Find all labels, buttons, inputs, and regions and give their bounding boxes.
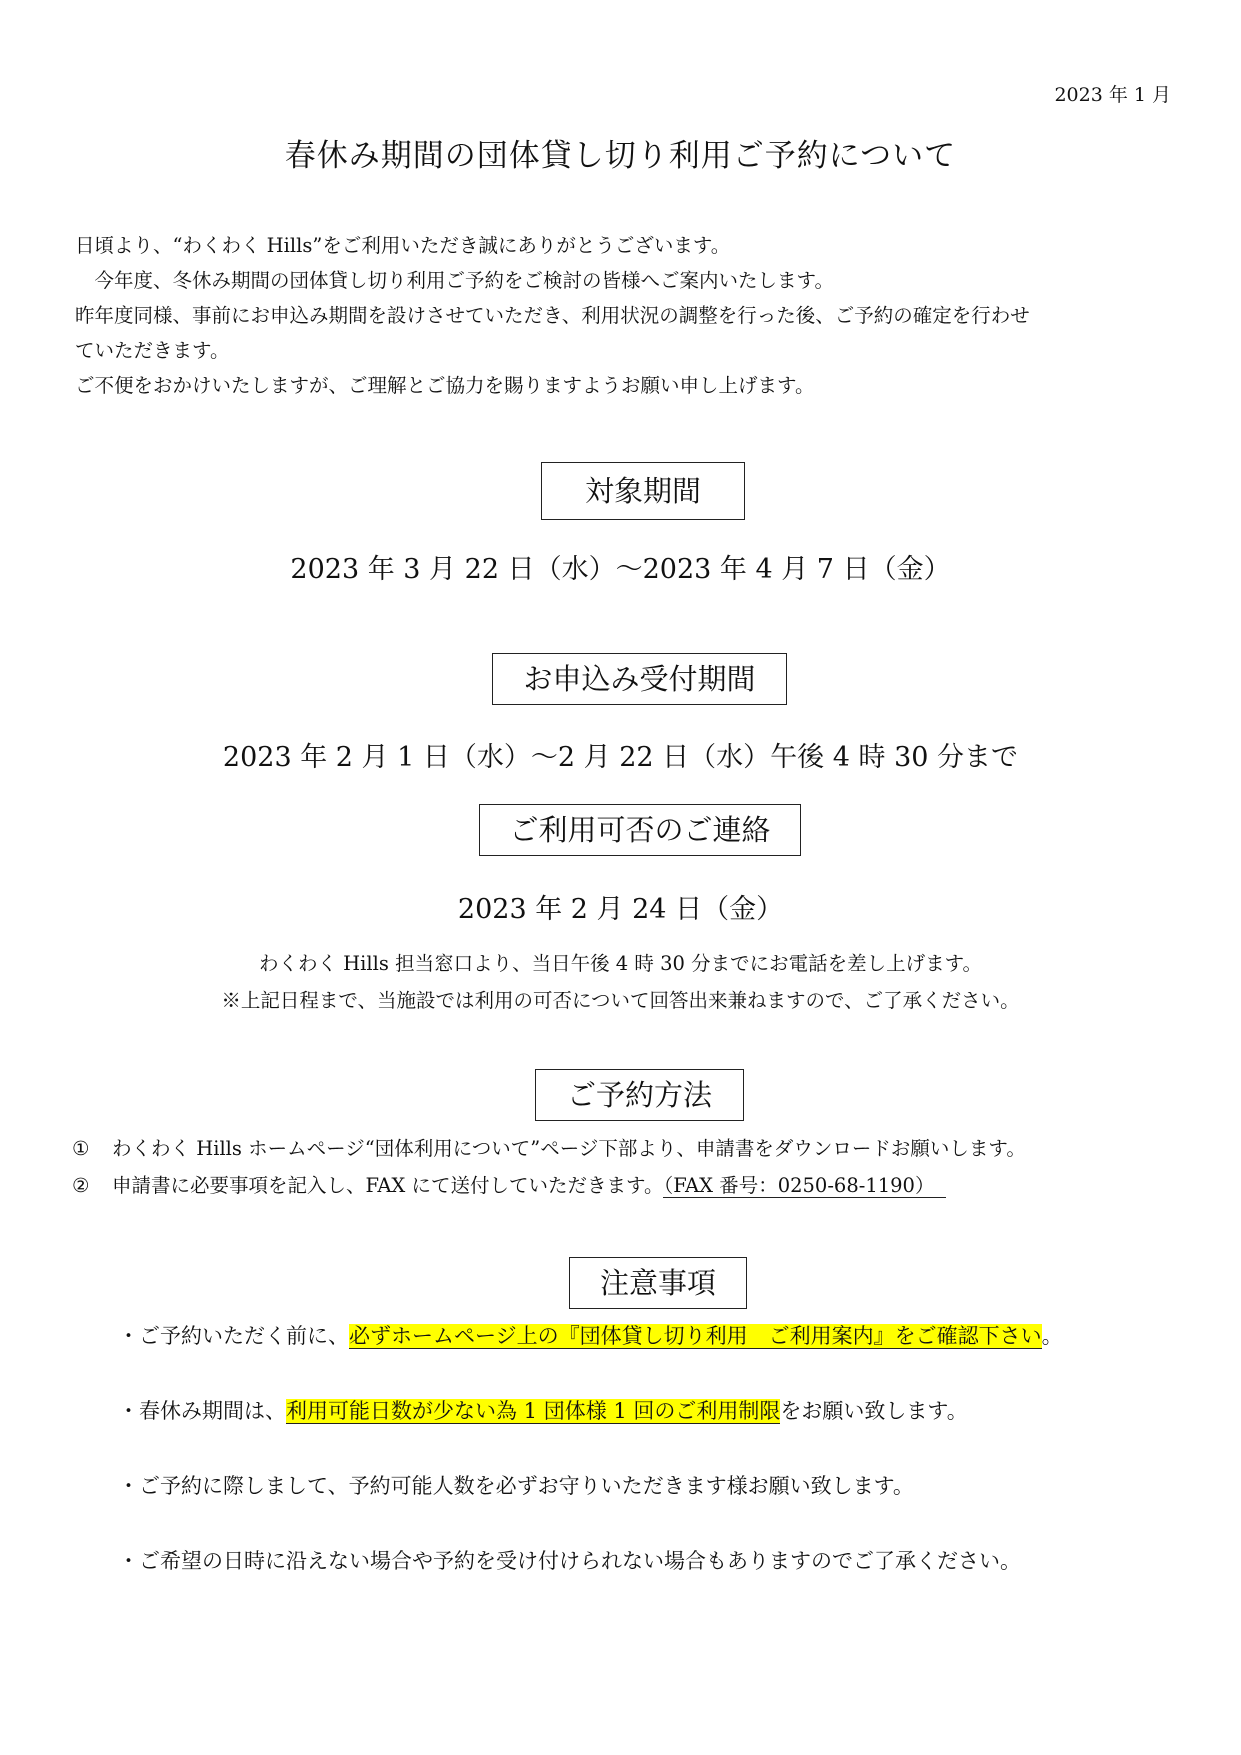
note-text: ・ご予約いただく前に、 xyxy=(118,1324,349,1348)
notification-line: ※上記日程まで、当施設では利用の可否について回答出来兼ねますので、ご了承ください。 xyxy=(221,989,1020,1012)
notes-heading: 注意事項 xyxy=(569,1257,747,1309)
intro-line: ていただきます。 xyxy=(75,339,230,362)
method-step xyxy=(72,1130,1026,1167)
fax-number: （FAX 番号：0250-68-1190） xyxy=(663,1174,946,1198)
note-item: ・ご予約に際しまして、予約可能人数を必ずお守りいただきます様お願い致します。 xyxy=(118,1474,914,1498)
note-item: ・ご希望の日時に沿えない場合や予約を受け付けられない場合もありますのでご了承ください。 xyxy=(118,1549,1021,1573)
target-period-heading: 対象期間 xyxy=(541,462,745,520)
method-heading: ご予約方法 xyxy=(535,1069,744,1121)
notes-list xyxy=(118,1320,1063,1620)
method-step xyxy=(72,1167,1026,1204)
note-item xyxy=(118,1395,1063,1470)
note-highlight: 必ずホームページ上の『団体貸し切り利用 ご利用案内』をご確認下さい xyxy=(349,1324,1042,1348)
intro-line: 日頃より、“わくわく Hills”をご利用いただき誠にありがとうございます。 xyxy=(75,234,731,257)
note-text: ・春休み期間は、 xyxy=(118,1399,286,1423)
target-period-value: 2023 年 3 月 22 日（水）～2023 年 4 月 7 日（金） xyxy=(290,554,951,585)
notification-line: わくわく Hills 担当窓口より、当日午後 4 時 30 分までにお電話を差し上げます。 xyxy=(258,952,983,975)
document-date: 2023 年 1 月 xyxy=(1054,84,1171,106)
step-text: 申請書に必要事項を記入し、FAX にて送付していただきます。 xyxy=(112,1174,664,1197)
step-number: ② xyxy=(72,1174,90,1197)
step-text: わくわく Hills ホームページ“団体利用について”ページ下部より、申請書をダウンロードお願いします。 xyxy=(112,1137,1026,1160)
page-title: 春休み期間の団体貸し切り利用ご予約について xyxy=(284,138,957,174)
note-text: 。 xyxy=(1041,1324,1063,1348)
method-steps xyxy=(72,1130,1026,1204)
step-number: ① xyxy=(72,1137,90,1160)
intro-line: ご不便をおかけいたしますが、ご理解とご協力を賜りますようお願い申し上げます。 xyxy=(75,374,815,397)
application-period-value: 2023 年 2 月 1 日（水）～2 月 22 日（水）午後 4 時 30 分まで xyxy=(222,742,1019,773)
note-highlight: 利用可能日数が少ない為 1 団体様 1 回のご利用制限 xyxy=(286,1399,781,1423)
intro-line: 昨年度同様、事前にお申込み期間を設けさせていただき、利用状況の調整を行った後、ご予約の確定を行わせ xyxy=(75,304,1030,327)
note-item xyxy=(118,1320,1063,1395)
notification-value: 2023 年 2 月 24 日（金） xyxy=(457,894,784,925)
note-text: をお願い致します。 xyxy=(780,1399,968,1423)
notification-detail xyxy=(0,945,1241,1019)
application-period-heading: お申込み受付期間 xyxy=(492,653,787,705)
intro-paragraph xyxy=(75,228,1175,403)
intro-line: 今年度、冬休み期間の団体貸し切り利用ご予約をご検討の皆様へご案内いたします。 xyxy=(75,269,834,292)
notification-heading: ご利用可否のご連絡 xyxy=(479,804,801,856)
